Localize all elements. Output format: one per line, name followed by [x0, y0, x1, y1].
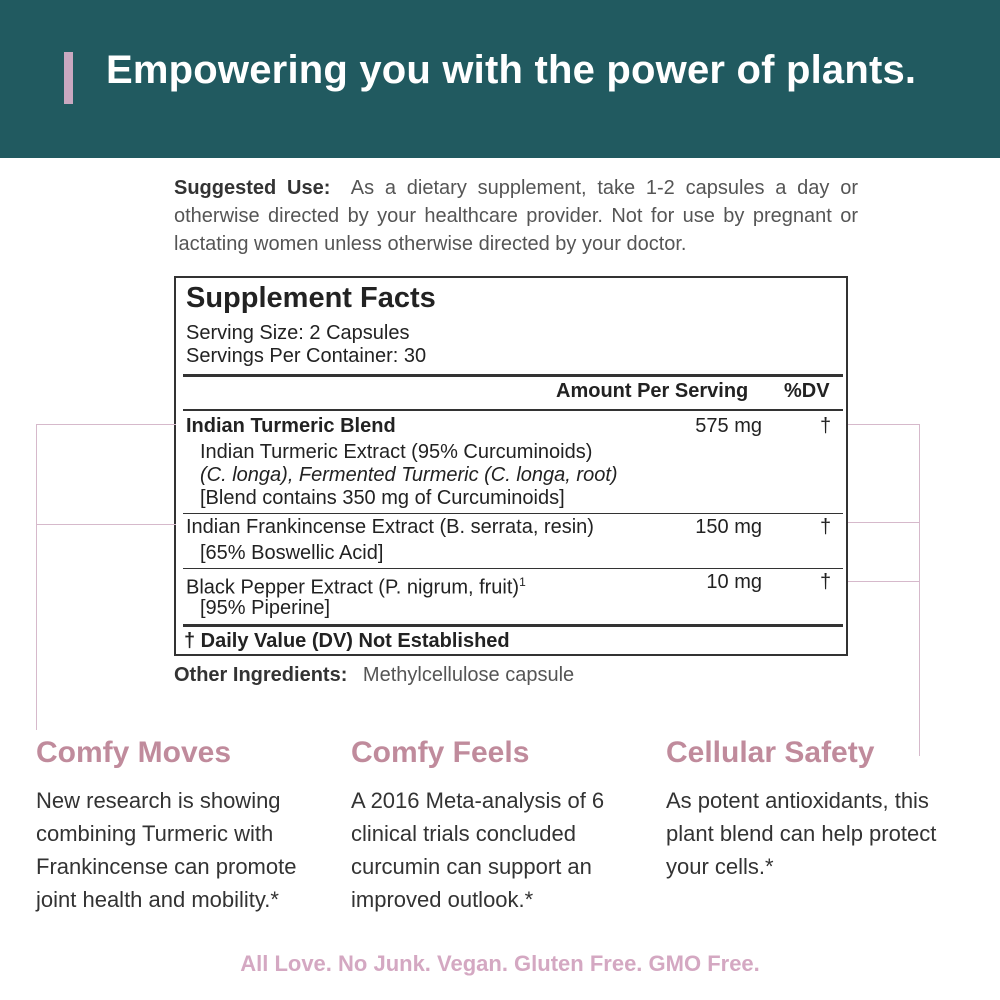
benefit-text: A 2016 Meta-analysis of 6 clinical trials concluded curcumin can support an improved outlook.* — [351, 788, 605, 912]
benefit-text: New research is showing combining Turmeric with Frankincense can promote joint health and mobility.* — [36, 788, 297, 912]
serving-size: Serving Size: 2 Capsules — [186, 322, 410, 344]
ingredient-amount: 150 mg — [695, 516, 762, 538]
benefit-comfy-feels — [351, 736, 651, 916]
header-divider — [183, 409, 843, 411]
benefit-cellular-safety — [666, 736, 966, 883]
ingredient-dv: † — [820, 516, 832, 538]
connector-line — [848, 424, 920, 425]
suggested-use-text: As a dietary supplement, take 1-2 capsules a day or otherwise directed by your healthcare provider. Not for use by pregnant or lactating women unless otherwise directed by your doctor. — [174, 177, 858, 255]
row-divider — [183, 568, 843, 569]
servings-per-container: Servings Per Container: 30 — [186, 345, 427, 367]
ingredient-detail: [65% Boswellic Acid] — [200, 542, 384, 564]
connector-line — [36, 424, 176, 425]
ingredient-detail: Indian Turmeric Extract (95% Curcuminoids) — [200, 441, 593, 463]
ingredient-name: Indian Turmeric Blend — [186, 415, 396, 437]
benefit-title: Comfy Moves — [36, 736, 232, 769]
connector-line — [36, 424, 37, 730]
benefit-title: Cellular Safety — [666, 736, 875, 769]
ingredient-name — [186, 571, 526, 600]
ingredient-dv: † — [820, 415, 832, 437]
other-ingredients-text: Methylcellulose capsule — [362, 664, 575, 686]
benefit-text: As potent antioxidants, this plant blend can help protect your cells.* — [666, 788, 937, 879]
supplement-facts-panel — [174, 276, 848, 656]
ingredient-detail: [95% Piperine] — [200, 597, 331, 619]
ingredient-name-text: Black Pepper Extract (P. nigrum, fruit) — [186, 576, 520, 599]
ingredient-name: Indian Frankincense Extract (B. serrata, resin) — [186, 516, 594, 538]
other-ingredients — [174, 664, 574, 687]
connector-line — [848, 581, 920, 582]
connector-line — [36, 524, 176, 525]
facts-title: Supplement Facts — [186, 282, 436, 314]
other-ingredients-label: Other Ingredients: — [174, 664, 348, 686]
thick-divider — [183, 624, 843, 627]
ingredient-detail: (C. longa), Fermented Turmeric (C. longa, root) — [200, 464, 618, 486]
row-divider — [183, 513, 843, 514]
connector-line — [919, 424, 920, 756]
accent-bar — [64, 52, 73, 104]
benefit-comfy-moves — [36, 736, 336, 916]
tagline: All Love. No Junk. Vegan. Gluten Free. GMO Free. — [240, 951, 760, 976]
suggested-use-label: Suggested Use: — [174, 177, 331, 199]
superscript: 1 — [519, 575, 526, 589]
suggested-use — [174, 174, 858, 258]
dv-footnote: † Daily Value (DV) Not Established — [184, 630, 510, 652]
benefit-title: Comfy Feels — [351, 736, 530, 769]
connector-line — [848, 522, 920, 523]
header-banner — [0, 0, 1000, 158]
ingredient-amount: 10 mg — [706, 571, 762, 593]
amount-header: Amount Per Serving — [556, 380, 749, 402]
thick-divider — [183, 374, 843, 377]
ingredient-amount: 575 mg — [695, 415, 762, 437]
banner-title: Empowering you with the power of plants. — [106, 48, 917, 92]
dv-header: %DV — [784, 380, 830, 402]
ingredient-dv: † — [820, 571, 832, 593]
ingredient-detail: [Blend contains 350 mg of Curcuminoids] — [200, 487, 565, 509]
